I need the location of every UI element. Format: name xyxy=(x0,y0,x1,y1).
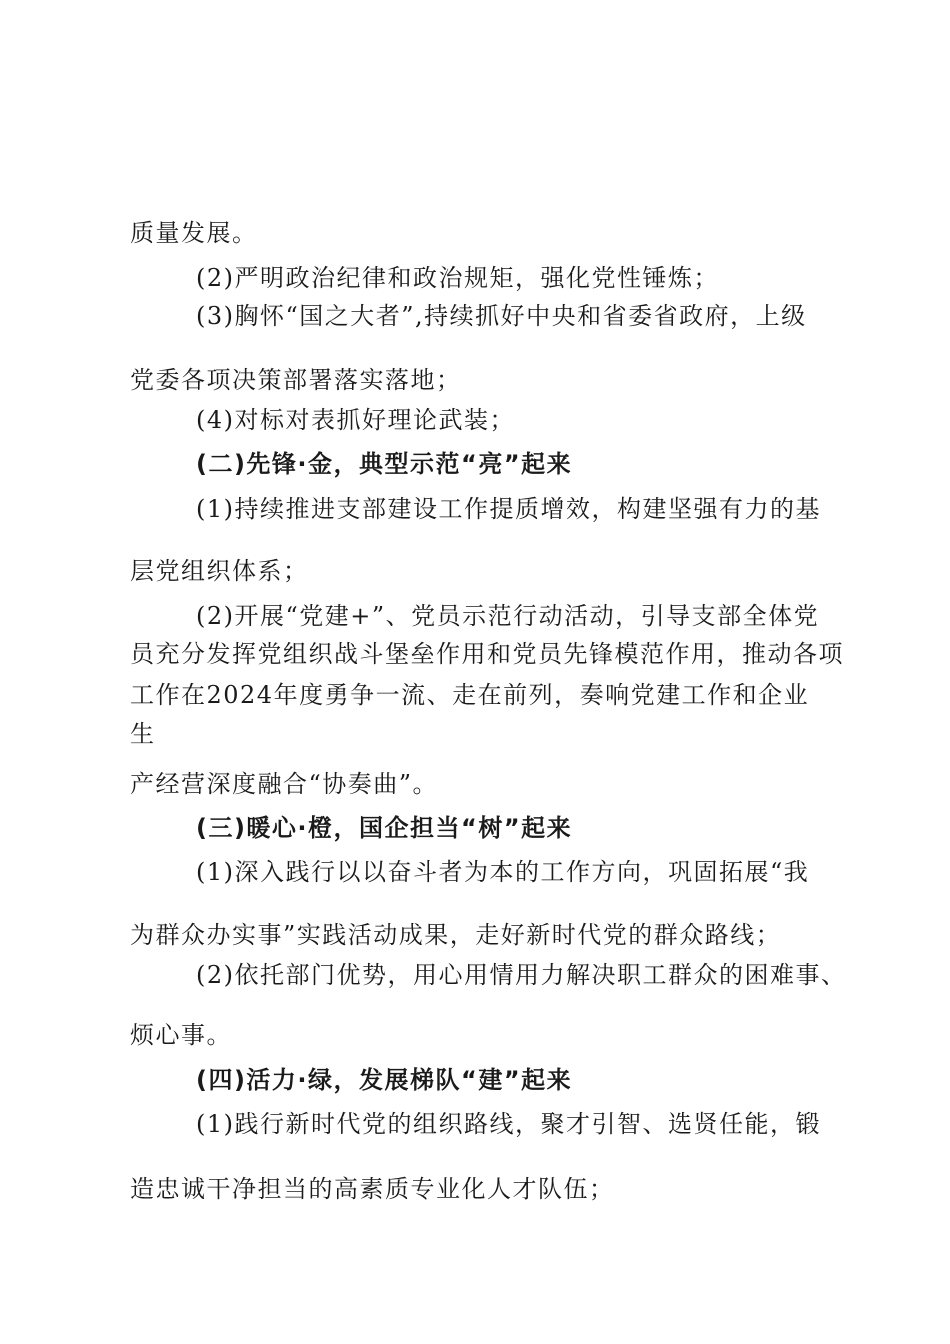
text-line: 产经营深度融合“协奏曲”。 xyxy=(130,770,439,798)
text-line: 工作在2024年度勇争一流、走在前列，奏响党建工作和企业 xyxy=(130,681,810,709)
text-line: (1)持续推进支部建设工作提质增效，构建坚强有力的基 xyxy=(196,495,821,523)
text-line: 烦心事。 xyxy=(130,1021,232,1049)
text-line: 党委各项决策部署落实落地； xyxy=(130,366,462,394)
text-line: 生 xyxy=(130,720,156,748)
text-line: (1)深入践行以以奋斗者为本的工作方向，巩固拓展“我 xyxy=(196,858,810,886)
section-heading: (二)先锋·金，典型示范“亮”起来 xyxy=(196,450,573,478)
text-line: 质量发展。 xyxy=(130,219,258,247)
text-line: (3)胸怀“国之大者”,持续抓好中央和省委省政府，上级 xyxy=(196,302,807,330)
text-line: (2)严明政治纪律和政治规矩，强化党性锤炼； xyxy=(196,264,719,292)
section-heading: (四)活力·绿，发展梯队“建”起来 xyxy=(196,1066,573,1094)
text-line: (4)对标对表抓好理论武装； xyxy=(196,406,515,434)
text-line: 员充分发挥党组织战斗堡垒作用和党员先锋模范作用，推动各项 xyxy=(130,640,844,668)
text-line: (2)依托部门优势，用心用情用力解决职工群众的困难事、 xyxy=(196,961,847,989)
section-heading: (三)暖心·橙，国企担当“树”起来 xyxy=(196,814,573,842)
text-line: 层党组织体系； xyxy=(130,557,309,585)
text-line: (1)践行新时代党的组织路线，聚才引智、选贤任能，锻 xyxy=(196,1110,821,1138)
text-line: 为群众办实事”实践活动成果，走好新时代党的群众路线； xyxy=(130,921,782,949)
text-line: 造忠诚干净担当的高素质专业化人才队伍； xyxy=(130,1175,615,1203)
text-line: (2)开展“党建+”、党员示范行动活动，引导支部全体党 xyxy=(196,602,820,630)
